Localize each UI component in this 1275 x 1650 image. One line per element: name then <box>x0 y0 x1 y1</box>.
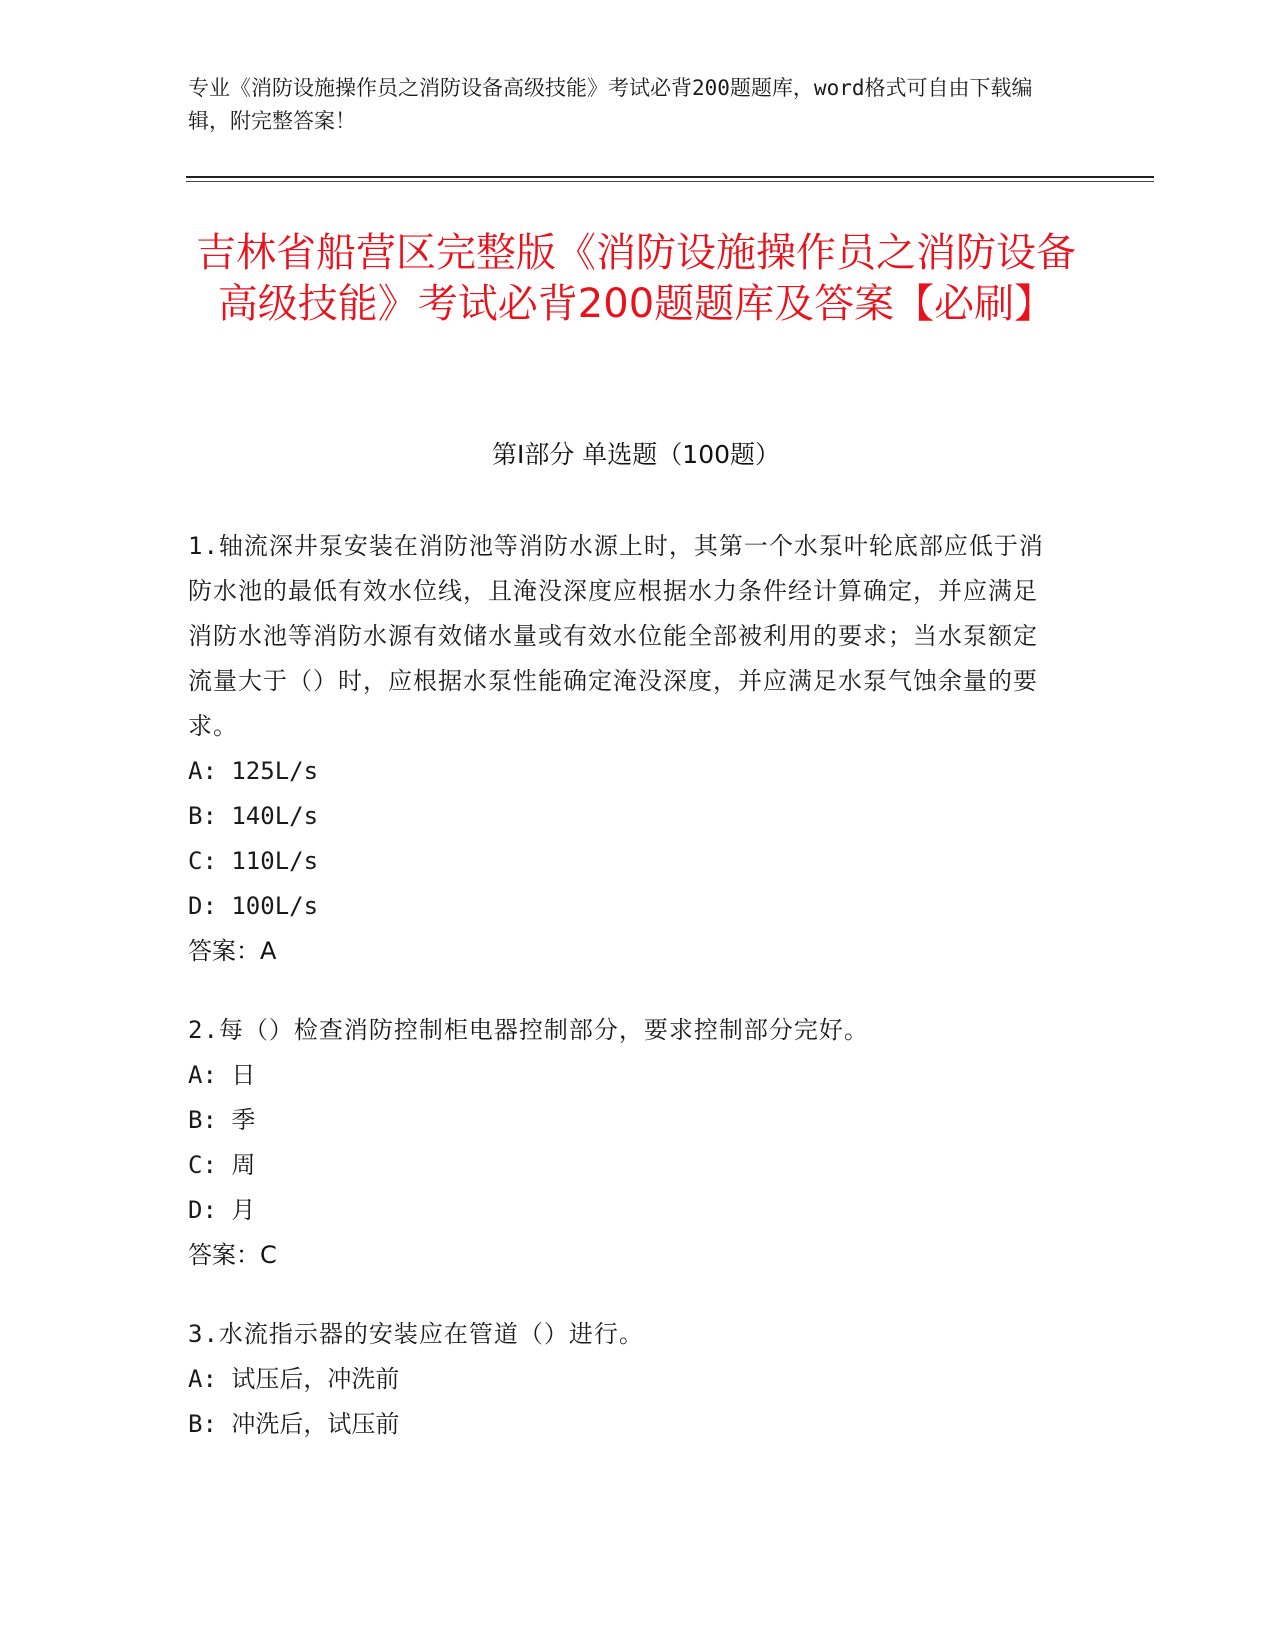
question-2 <box>188 1008 1060 1278</box>
option-b: B: 季 <box>188 1106 256 1134</box>
header-divider-thick <box>186 176 1154 178</box>
answer-line: 答案：A <box>188 937 277 965</box>
header-note: 专业《消防设施操作员之消防设备高级技能》考试必背200题题库，word格式可自由下载编辑，附完整答案！ <box>188 76 1033 133</box>
section-title: 第I部分 单选题（100题） <box>491 440 781 469</box>
question-stem: 2.每（）检查消防控制柜电器控制部分，要求控制部分完好。 <box>188 1016 869 1044</box>
question-3 <box>188 1312 1060 1447</box>
answer-line: 答案：C <box>188 1241 277 1269</box>
question-list <box>188 524 1060 1481</box>
option-a: A: 试压后，冲洗前 <box>188 1365 400 1393</box>
document-title: 吉林省船营区完整版《消防设施操作员之消防设备高级技能》考试必背200题题库及答案【必刷】 <box>196 230 1076 327</box>
option-d: D: 100L/s <box>188 892 319 920</box>
header-divider-thin <box>186 181 1154 182</box>
option-a: A: 125L/s <box>188 757 319 785</box>
option-c: C: 110L/s <box>188 847 319 875</box>
question-1 <box>188 524 1060 974</box>
question-stem: 3.水流指示器的安装应在管道（）进行。 <box>188 1320 644 1348</box>
option-b: B: 140L/s <box>188 802 319 830</box>
option-a: A: 日 <box>188 1061 256 1089</box>
option-d: D: 月 <box>188 1196 256 1224</box>
option-b: B: 冲洗后，试压前 <box>188 1410 400 1438</box>
option-c: C: 周 <box>188 1151 256 1179</box>
question-stem: 1.轴流深井泵安装在消防池等消防水源上时，其第一个水泵叶轮底部应低于消防水池的最低有效水位线，且淹没深度应根据水力条件经计算确定，并应满足消防水池等消防水源有效储水量或有效水位能全部被利用的要求；当水泵额定流量大于（）时，应根据水泵性能确定淹没深度，并应满足水泵气蚀余量的要求。 <box>188 532 1044 740</box>
